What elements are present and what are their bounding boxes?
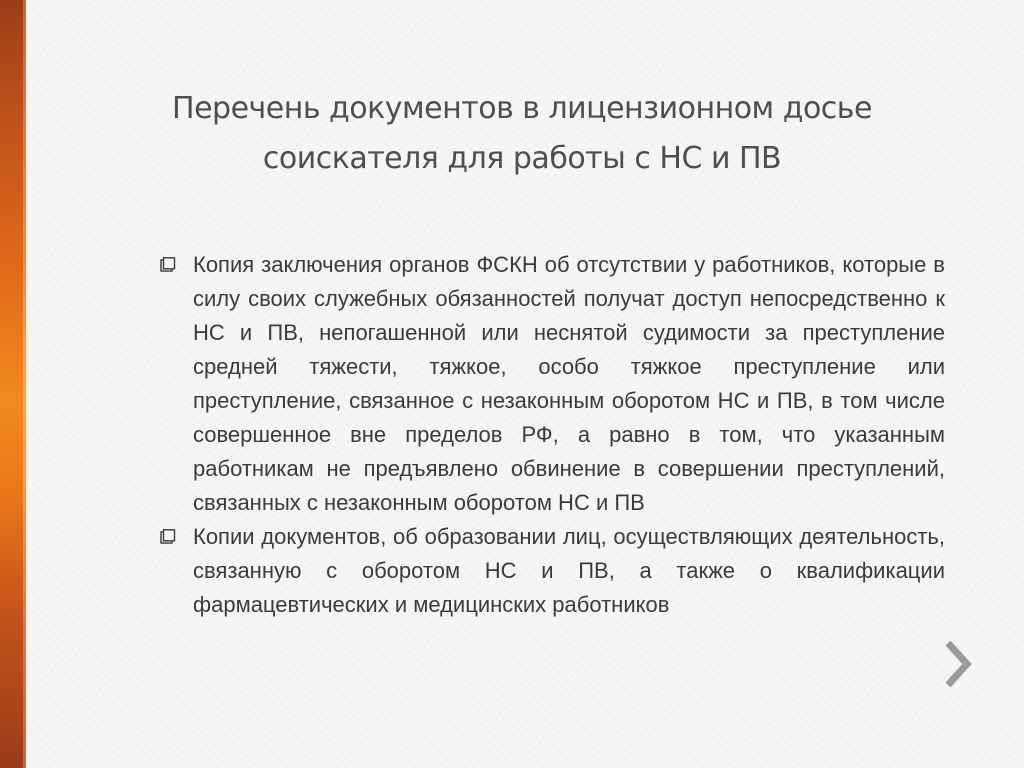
checkbox-icon [160,257,176,273]
list-item-text: Копии документов, об образовании лиц, осуществляющих деятельность, связанную с оборотом НС и ПВ, а также о квалификации фармацевтических и медицинских работников [193,524,945,617]
document-list [158,248,945,622]
accent-side-bar [0,0,26,768]
slide-title [60,84,984,184]
slide-title-line: соискателя для работы с НС и ПВ [262,141,782,176]
list-item-text: Копия заключения органов ФСКН об отсутствии у работников, которые в силу своих служебных обязанностей получат доступ непосредственно к НС и ПВ, непогашенной или неснятой судимости за преступление средней тяжести, тяжкое, особо тяжкое преступление или преступление, связанное с незаконным оборотом НС и ПВ, в том числе совершенное вне пределов РФ, а равно в том, что указанным работникам не предъявлено обвинение в совершении преступлений, связанных с незаконным оборотом НС и ПВ [193,252,945,515]
list-item [158,248,945,520]
list-item [158,520,945,622]
checkbox-icon [160,529,176,545]
chevron-right-icon[interactable] [940,638,976,690]
slide-title-line: Перечень документов в лицензионном досье [172,91,872,126]
